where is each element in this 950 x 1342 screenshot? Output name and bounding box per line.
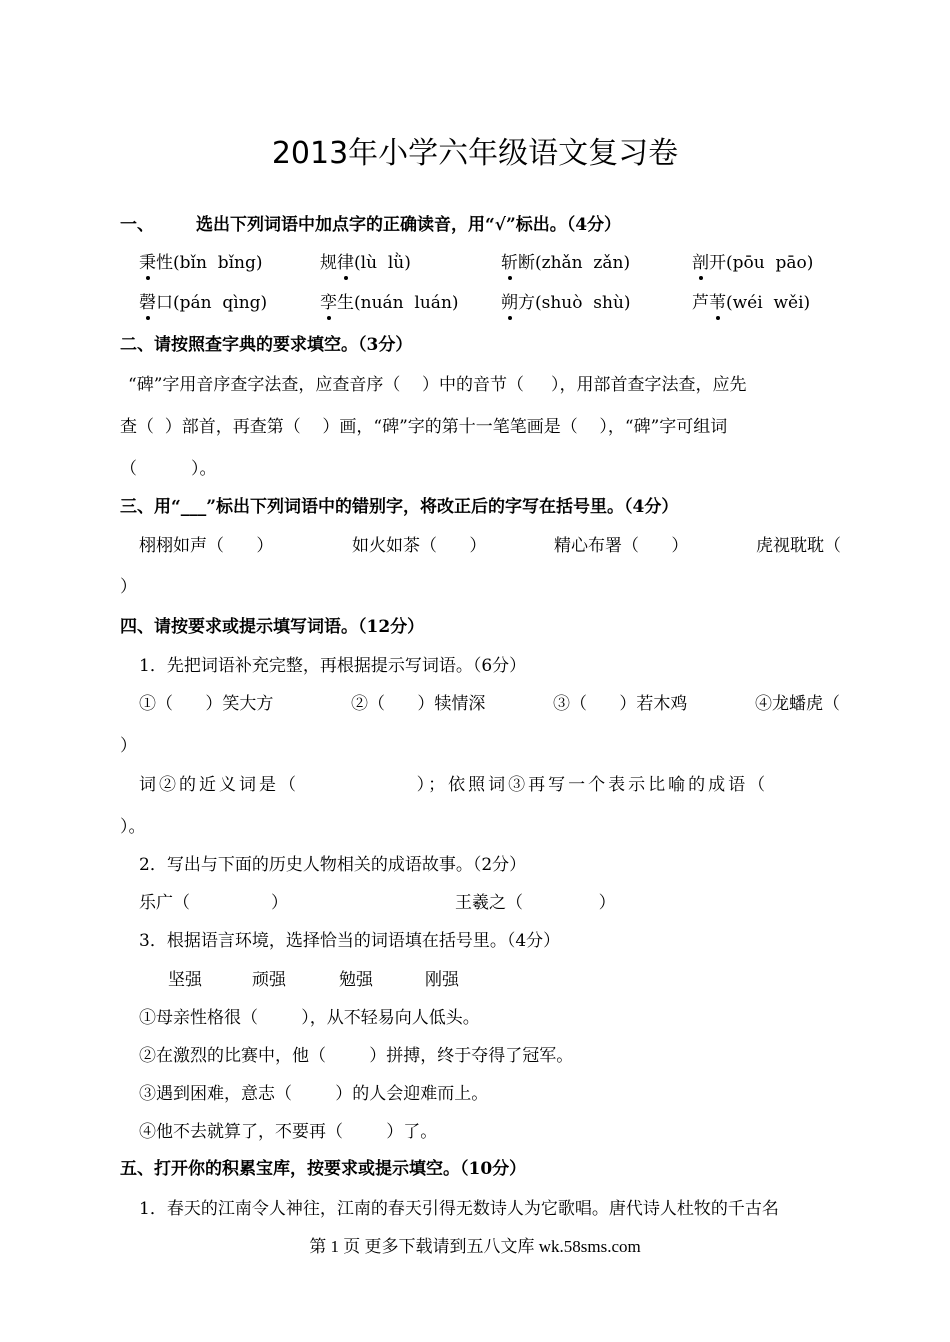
idiom-item: ①（ ）笑大方 bbox=[139, 694, 274, 714]
correction-item: 栩栩如声（ ） bbox=[139, 536, 274, 556]
word-choice: 刚强 bbox=[425, 970, 459, 990]
question-2: 2．写出与下面的历史人物相关的成语故事。（2分） bbox=[139, 855, 527, 875]
idiom-item-wrap: ） bbox=[120, 736, 137, 756]
section2-line: “碑”字用音序查字法查，应查音序（ ）中的音节（ ），用部首查字法查，应先 bbox=[128, 375, 747, 395]
word-choice: 勉强 bbox=[339, 970, 373, 990]
idiom-item: ④龙蟠虎（ bbox=[755, 694, 840, 714]
page-title: 2013年小学六年级语文复习卷 bbox=[271, 136, 679, 171]
question-5-1: 1．春天的江南令人神往，江南的春天引得无数诗人为它歌唱。唐代诗人杜牧的千古名 bbox=[139, 1199, 779, 1219]
section2-line: （ ）。 bbox=[120, 459, 217, 479]
section2-line: 查（ ）部首，再查第（ ）画，“碑”字的第十一笔笔画是（ ），“碑”字可组词 bbox=[120, 417, 728, 437]
idiom-item: ③（ ）若木鸡 bbox=[553, 694, 688, 714]
pinyin-item: 朔方(shuò shù) bbox=[501, 288, 631, 313]
pinyin-item: 斩断(zhǎn zǎn) bbox=[501, 248, 630, 273]
pinyin-item: 剖开(pōu pāo) bbox=[692, 248, 813, 273]
history-item: 乐广（ ） bbox=[139, 893, 289, 913]
idiom-item: ②（ ）犊情深 bbox=[351, 694, 486, 714]
word-choice: 坚强 bbox=[168, 970, 202, 990]
section2-heading: 二、请按照查字典的要求填空。（3分） bbox=[120, 335, 413, 355]
history-item: 王羲之（ ） bbox=[455, 893, 616, 913]
section4-heading: 四、请按要求或提示填写词语。（12分） bbox=[120, 617, 425, 637]
fill-sentence: ④他不去就算了，不要再（ ）了。 bbox=[139, 1122, 438, 1142]
correction-item-wrap: ） bbox=[120, 577, 137, 597]
pinyin-item: 秉性(bǐn bǐng) bbox=[139, 248, 263, 273]
question-1: 1．先把词语补充完整，再根据提示写词语。（6分） bbox=[139, 656, 527, 676]
pinyin-item: 孪生(nuán luán) bbox=[320, 288, 459, 313]
pinyin-item: 芦苇(wéi wěi) bbox=[692, 288, 810, 313]
section1-heading: 选出下列词语中加点字的正确读音，用“√”标出。（4分） bbox=[196, 215, 622, 235]
fill-sentence: ①母亲性格很（ ），从不轻易向人低头。 bbox=[139, 1008, 480, 1028]
fill-sentence: ②在激烈的比赛中，他（ ）拼搏，终于夺得了冠军。 bbox=[139, 1046, 574, 1066]
question-1-line: 词②的近义词是（ ）；依照词③再写一个表示比喻的成语（ bbox=[139, 775, 769, 795]
section3-heading: 三、用“___”标出下列词语中的错别字，将改正后的字写在括号里。（4分） bbox=[120, 497, 679, 517]
fill-sentence: ③遇到困难，意志（ ）的人会迎难而上。 bbox=[139, 1084, 489, 1104]
section5-heading: 五、打开你的积累宝库，按要求或提示填空。（10分） bbox=[120, 1159, 527, 1179]
pinyin-item: 规律(lù lǜ) bbox=[320, 248, 411, 273]
correction-item: 精心布署（ ） bbox=[554, 536, 689, 556]
correction-item: 虎视耽耽（ bbox=[756, 536, 841, 556]
pinyin-item: 磬口(pán qìng) bbox=[139, 288, 267, 313]
question-1-line-wrap: ）。 bbox=[120, 817, 146, 837]
page-footer: 第 1 页 更多下载请到五八文库 wk.58sms.com bbox=[309, 1237, 641, 1256]
correction-item: 如火如茶（ ） bbox=[352, 536, 487, 556]
question-3: 3．根据语言环境，选择恰当的词语填在括号里。（4分） bbox=[139, 931, 561, 951]
section1-number: 一、 bbox=[120, 215, 154, 235]
word-choice: 顽强 bbox=[252, 970, 286, 990]
